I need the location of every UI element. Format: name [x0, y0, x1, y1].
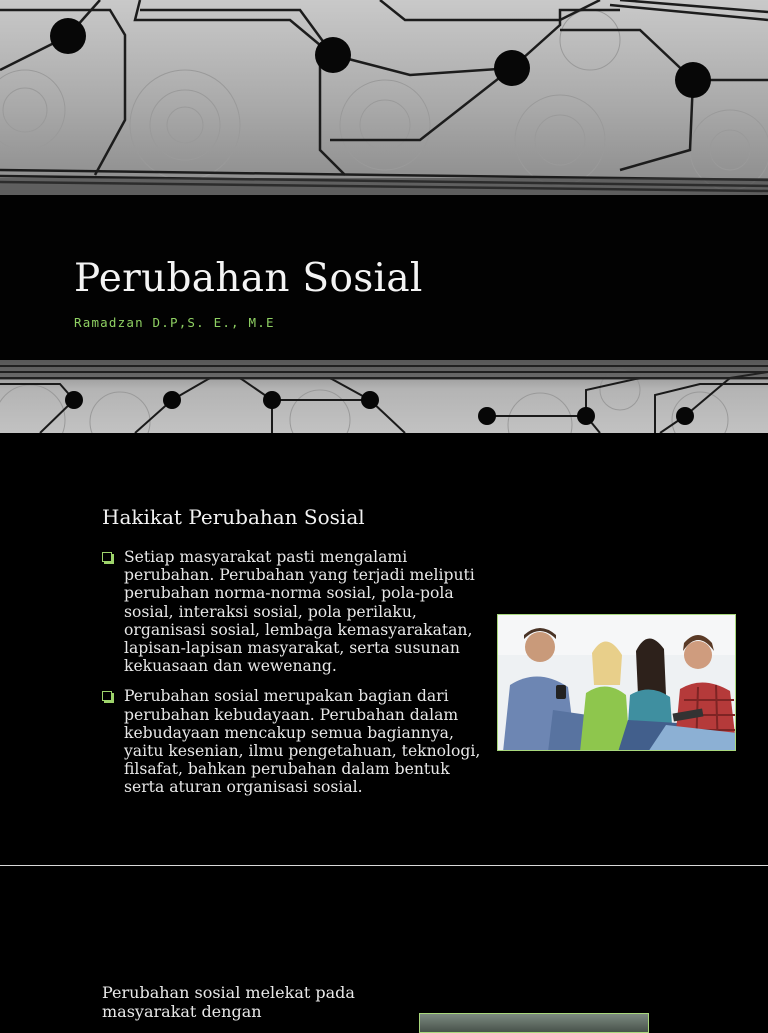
section-heading: Hakikat Perubahan Sosial — [102, 505, 365, 529]
circuit-banner-top — [0, 0, 768, 195]
circuit-pattern — [0, 0, 768, 195]
checkbox-bullet-icon — [102, 552, 112, 562]
slide-title: Perubahan Sosial — [74, 256, 423, 301]
teenagers-with-phones-photo — [497, 614, 736, 751]
checkbox-bullet-icon — [102, 691, 112, 701]
slide3-photo — [419, 1013, 649, 1033]
bullet-item — [102, 687, 492, 796]
slide3-text: Perubahan sosial melekat pada masyarakat dengan — [102, 983, 355, 1021]
bullet-text: Setiap masyarakat pasti mengalami perubahan. Perubahan yang terjadi meliputi perubahan norma-norma sosial, pola-pola sosial, interaksi sosial, pola perilaku, organisasi sosial, lembaga kemasyarakatan, lapisan-lapisan masyarakat, serta susunan kekuasaan dan wewenang. — [124, 548, 475, 676]
bullet-text: Perubahan sosial merupakan bagian dari perubahan kebudayaan. Perubahan dalam kebudayaan mencakup semua bagiannya, yaitu kesenian, ilmu pengetahuan, teknologi, filsafat, bahkan perubahan dalam bentuk serta aturan organisasi sosial. — [124, 687, 481, 797]
photo-illustration — [498, 615, 736, 751]
bullet-item — [102, 548, 492, 675]
slide-subtitle: Ramadzan D.P,S. E., M.E — [74, 315, 275, 330]
circuit-banner-bottom — [0, 360, 768, 433]
circuit-pattern-bottom — [0, 360, 768, 433]
bullet-list — [102, 548, 492, 809]
